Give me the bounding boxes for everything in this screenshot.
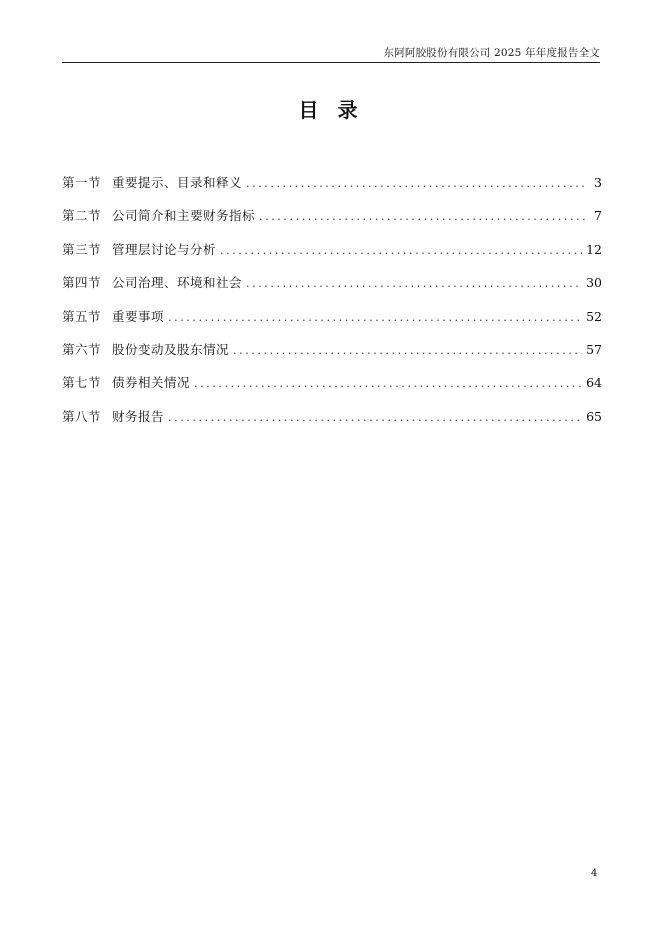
toc-section-number: 第五节: [62, 308, 102, 324]
header-text: 东阿阿胶股份有限公司 2025 年年度报告全文: [383, 47, 600, 59]
toc-section-title: 重要提示、目录和释义: [112, 175, 243, 190]
toc-page-number: 64: [586, 375, 602, 391]
toc-section-number: 第二节: [62, 208, 102, 224]
toc-title: 目 录: [298, 98, 364, 122]
page-header: [62, 44, 600, 63]
dot-leader: [194, 377, 582, 390]
toc-entry[interactable]: [62, 407, 602, 440]
toc-page-number: 65: [586, 408, 602, 424]
toc-page-number: 12: [586, 241, 602, 257]
dot-leader: [168, 411, 582, 424]
dot-leader: [233, 344, 582, 357]
toc-section-title: 公司简介和主要财务指标: [112, 208, 256, 224]
toc-page-number: 3: [594, 175, 602, 190]
toc-entry[interactable]: [62, 307, 602, 340]
toc-section-number: 第六节: [62, 341, 102, 357]
toc-section-title: 股份变动及股东情况: [112, 341, 230, 357]
toc-section-number: 第四节: [62, 275, 102, 291]
toc-page-number: 52: [586, 308, 602, 324]
page-number: 4: [591, 868, 598, 879]
dot-leader: [220, 244, 582, 257]
toc-section-number: 第三节: [62, 241, 102, 257]
dot-leader: [246, 177, 588, 190]
toc-entry[interactable]: [62, 206, 602, 239]
toc-page-number: 57: [586, 341, 602, 357]
toc-page-number: 30: [586, 275, 602, 291]
toc-section-number: 第七节: [62, 375, 102, 391]
toc-section-title: 管理层讨论与分析: [112, 241, 217, 257]
dot-leader: [259, 210, 588, 223]
toc-entry[interactable]: [62, 173, 602, 206]
toc-section-title: 公司治理、环境和社会: [112, 275, 243, 291]
toc-entry[interactable]: [62, 373, 602, 406]
dot-leader: [246, 277, 582, 290]
toc-entry[interactable]: [62, 340, 602, 373]
toc-section-title: 债券相关情况: [112, 375, 191, 391]
toc-entry[interactable]: [62, 273, 602, 306]
toc-section-title: 重要事项: [112, 308, 165, 324]
toc-entry[interactable]: [62, 240, 602, 273]
toc-page-number: 7: [594, 208, 602, 224]
toc-section-number: 第八节: [62, 408, 102, 424]
toc-list: [62, 173, 602, 440]
toc-section-title: 财务报告: [112, 408, 165, 424]
toc-section-number: 第一节: [62, 175, 102, 190]
dot-leader: [168, 311, 582, 324]
